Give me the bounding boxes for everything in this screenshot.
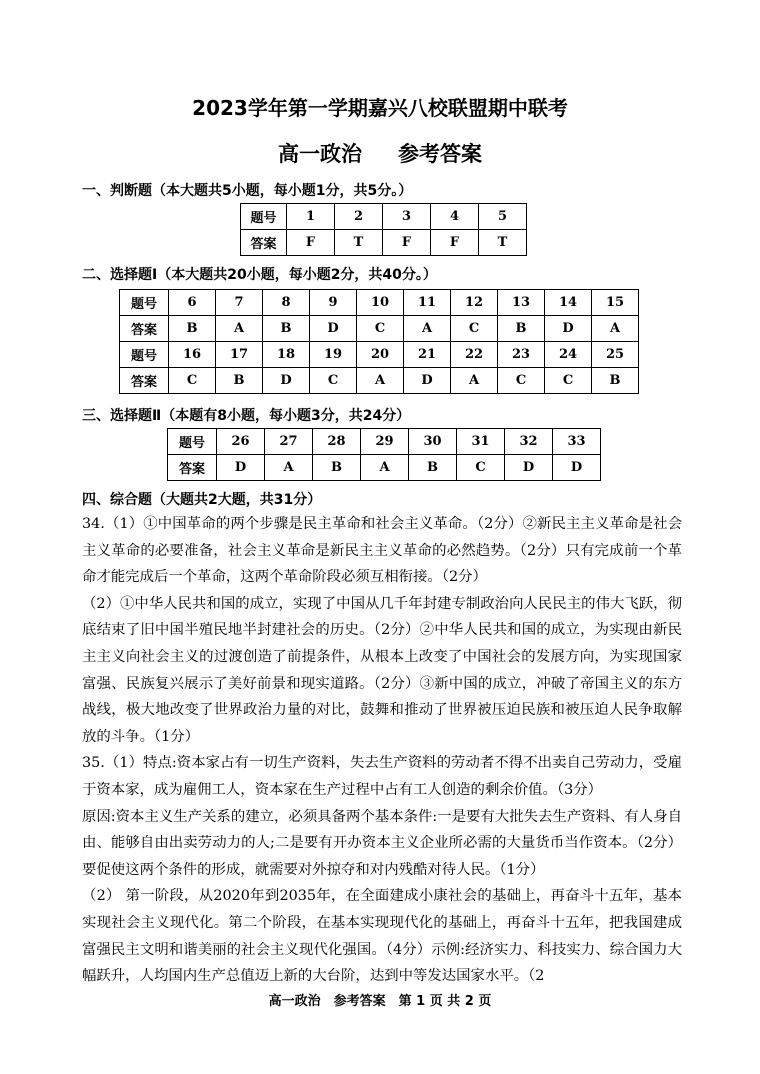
question-number: 31 (457, 429, 505, 455)
answer-cell: B (313, 455, 361, 481)
judgement-answer-table (240, 203, 527, 256)
page-subtitle (0, 138, 760, 168)
row-label: 题号 (120, 290, 169, 316)
q35-part1: 35.（1）特点:资本家占有一切生产资料，失去生产资料的劳动者不得不出卖自己劳动力，受雇于资本家，成为雇佣工人，资本家在生产过程中占有工人创造的剩余价值。（3分） (82, 755, 682, 798)
row-label: 答案 (241, 230, 287, 256)
answer-cell: C (310, 368, 357, 394)
section-3-heading: 三、选择题Ⅱ（本题有8小题，每小题3分，共24分） (82, 408, 411, 424)
question-number: 27 (265, 429, 313, 455)
answer-cell: F (431, 230, 479, 256)
question-number: 8 (263, 290, 310, 316)
subject-label: 高一政治 (278, 142, 362, 166)
answer-cell: C (169, 368, 216, 394)
answer-cell: D (217, 455, 265, 481)
table-row (241, 230, 527, 256)
section-1-heading: 一、判断题（本大题共5小题，每小题1分，共5分。） (82, 183, 413, 199)
question-number: 1 (287, 204, 335, 230)
q34-part1: 34.（1）①中国革命的两个步骤是民主革命和社会主义革命。（2分）②新民主主义革命是社会主义革命的必要准备，社会主义革命是新民主主义革命的必然趋势。（2分）只有完成前一个革命才能完成后一个革命，这两个革命阶段必须互相衔接。（2分） (82, 516, 682, 586)
answer-key-label: 参考答案 (398, 142, 482, 166)
answer-cell: C (451, 316, 498, 342)
answer-cell: D (263, 368, 310, 394)
question-number: 19 (310, 342, 357, 368)
question-number: 4 (431, 204, 479, 230)
answer-cell: C (545, 368, 592, 394)
question-number: 20 (357, 342, 404, 368)
row-label: 题号 (168, 429, 217, 455)
section-2-heading: 二、选择题Ⅰ（本大题共20小题，每小题2分，共40分。） (82, 267, 437, 283)
question-number: 13 (498, 290, 545, 316)
question-number: 15 (592, 290, 639, 316)
answer-cell: B (409, 455, 457, 481)
question-number: 9 (310, 290, 357, 316)
question-number: 33 (553, 429, 601, 455)
choice-1-answer-table (119, 289, 639, 394)
section-4-heading: 四、综合题（大题共2大题，共31分） (82, 492, 322, 508)
table-row (168, 429, 601, 455)
answer-cell: F (287, 230, 335, 256)
row-label: 题号 (241, 204, 287, 230)
answer-cell: B (263, 316, 310, 342)
answer-cell: F (383, 230, 431, 256)
question-number: 29 (361, 429, 409, 455)
table-row (120, 316, 639, 342)
q34-part2: （2）①中华人民共和国的成立，实现了中国从几千年封建专制政治向人民民主的伟大飞跃，彻底结束了旧中国半殖民地半封建社会的历史。（2分）②中华人民共和国的成立，为实现由新民主主义向社会主义的过渡创造了前提条件，从根本上改变了中国社会的发展方向，为实现国家富强、民族复兴展示了美好前景和现实道路。（2分）③新中国的成立，冲破了帝国主义的东方战线，极大地改变了世界政治力量的对比，鼓舞和推动了世界被压迫民族和被压迫人民争取解放的斗争。（1分） (82, 595, 682, 745)
answer-cell: B (498, 316, 545, 342)
question-number: 12 (451, 290, 498, 316)
question-number: 32 (505, 429, 553, 455)
row-label: 题号 (120, 342, 169, 368)
essay-answers (82, 511, 682, 990)
question-number: 18 (263, 342, 310, 368)
answer-cell: A (361, 455, 409, 481)
question-number: 23 (498, 342, 545, 368)
q35-part2: （2） 第一阶段，从2020年到2035年，在全面建成小康社会的基础上，再奋斗十五年，基本实现社会主义现代化。第二个阶段，在基本实现现代化的基础上，再奋斗十五年，把我国建成富强民主文明和谐美丽的社会主义现代化强国。（4分）示例:经济实力、科技实力、综合国力大幅跃升，人均国内生产总值迈上新的大台阶，达到中等发达国家水平。（2 (82, 888, 682, 985)
table-row (120, 290, 639, 316)
table-row (241, 204, 527, 230)
row-label: 答案 (168, 455, 217, 481)
page-title: 2023学年第一学期嘉兴八校联盟期中联考 (192, 96, 568, 120)
answer-cell: B (169, 316, 216, 342)
question-number: 30 (409, 429, 457, 455)
question-number: 10 (357, 290, 404, 316)
choice-2-answer-table (167, 428, 601, 481)
question-number: 14 (545, 290, 592, 316)
question-number: 25 (592, 342, 639, 368)
row-label: 答案 (120, 368, 169, 394)
row-label: 答案 (120, 316, 169, 342)
question-number: 21 (404, 342, 451, 368)
question-number: 7 (216, 290, 263, 316)
answer-cell: A (451, 368, 498, 394)
answer-cell: C (457, 455, 505, 481)
answer-cell: B (216, 368, 263, 394)
answer-cell: D (505, 455, 553, 481)
answer-cell: C (498, 368, 545, 394)
question-number: 28 (313, 429, 361, 455)
question-number: 17 (216, 342, 263, 368)
question-number: 11 (404, 290, 451, 316)
page-footer: 高一政治 参考答案 第 1 页 共 2 页 (268, 994, 492, 1009)
answer-cell: A (265, 455, 313, 481)
question-number: 5 (479, 204, 527, 230)
table-row (168, 455, 601, 481)
question-number: 16 (169, 342, 216, 368)
question-number: 2 (335, 204, 383, 230)
answer-cell: D (404, 368, 451, 394)
table-row (120, 342, 639, 368)
table-row (120, 368, 639, 394)
answer-cell: A (357, 368, 404, 394)
question-number: 22 (451, 342, 498, 368)
question-number: 26 (217, 429, 265, 455)
q35-part1-reason: 原因:资本主义生产关系的建立，必须具备两个基本条件:一是要有大批失去生产资料、有人身自由、能够自由出卖劳动力的人;二是要有开办资本主义企业所必需的大量货币当作资本。（2分）要促使这两个条件的形成，就需要对外掠夺和对内残酷对待人民。（1分） (82, 808, 682, 878)
answer-cell: D (310, 316, 357, 342)
answer-cell: D (545, 316, 592, 342)
answer-cell: C (357, 316, 404, 342)
question-number: 3 (383, 204, 431, 230)
question-number: 24 (545, 342, 592, 368)
answer-cell: T (479, 230, 527, 256)
answer-cell: A (404, 316, 451, 342)
answer-cell: A (216, 316, 263, 342)
question-number: 6 (169, 290, 216, 316)
answer-cell: T (335, 230, 383, 256)
answer-cell: A (592, 316, 639, 342)
answer-cell: B (592, 368, 639, 394)
answer-cell: D (553, 455, 601, 481)
